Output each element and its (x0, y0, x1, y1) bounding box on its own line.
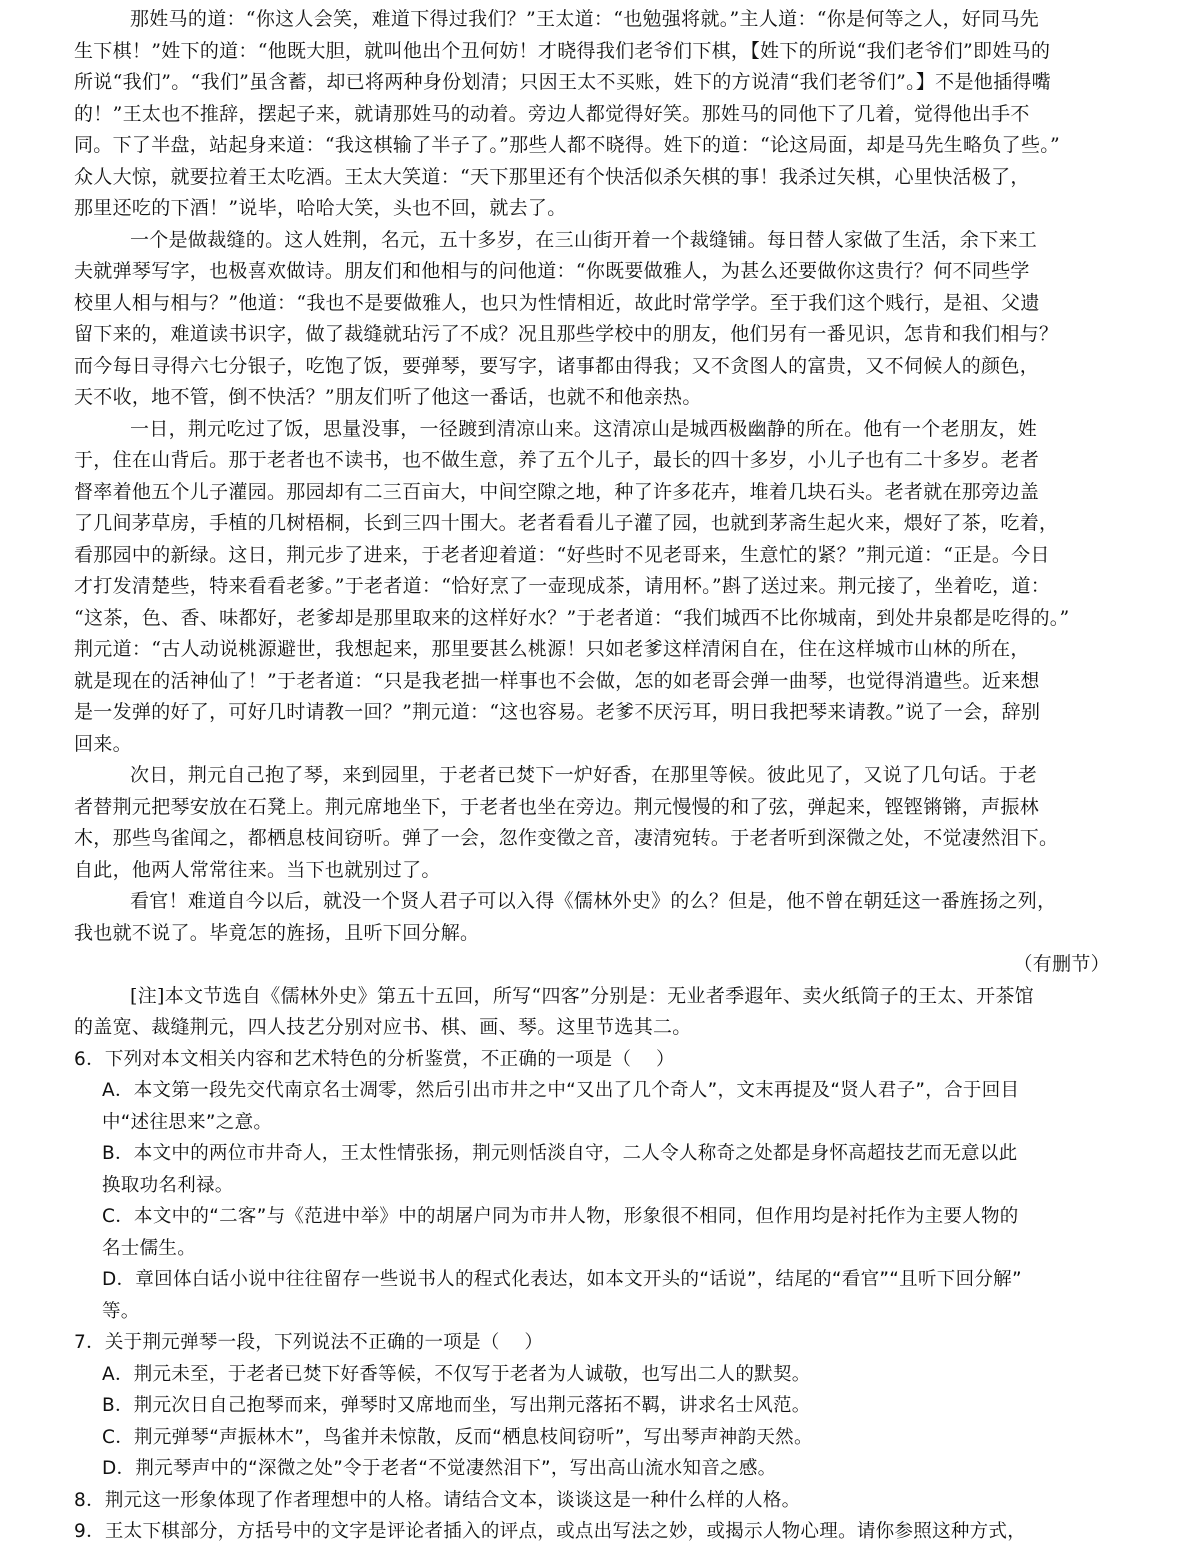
option-c: C．本文中的“二客”与《范进中举》中的胡屠户同为市井人物，形象很不相同，但作用均是衬托作为主要人物的 (102, 1206, 1019, 1227)
text-line: 的盖宽、裁缝荆元，四人技艺分别对应书、棋、画、琴。这里节选其二。 (74, 1016, 692, 1038)
text-line: 而今每日寻得六七分银子，吃饱了饭，要弹琴，要写字，诸事都由得我；又不贪图人的富贵，又不伺候人的颜色， (74, 354, 1040, 377)
abridged-mark: （有删节） (1013, 953, 1110, 975)
text-line: 众人大惊，就要拉着王太吃酒。王太大笑道：“天下那里还有个快活似杀矢棋的事！我杀过矢棋，心里快活极了， (74, 165, 1030, 188)
option-a-cont: 中“述往思来”之意。 (102, 1111, 273, 1133)
question-stem: 7．关于荆元弹琴一段，下列说法不正确的一项是（ ） (74, 1332, 544, 1353)
text-line: 自此，他两人常常往来。当下也就别过了。 (74, 858, 441, 881)
text-line: 回来。 (74, 732, 132, 755)
option-b: B．荆元次日自己抱琴而来，弹琴时又席地而坐，写出荆元落拓不羁，讲求名士风范。 (102, 1395, 811, 1416)
text-line: 那姓马的道：“你这人会笑，难道下得过我们？”王太道：“也勉强将就。”主人道：“你是何等之人，好同马先 (130, 8, 1040, 30)
text-line: [注]本文节选自《儒林外史》第五十五回，所写“四客”分别是：无业者季遐年、卖火纸筒子的王太、开茶馆 (130, 984, 1034, 1007)
option-c-cont: 名士儒生。 (102, 1237, 197, 1259)
text-line: 我也就不说了。毕竟怎的旌扬，且听下回分解。 (74, 921, 480, 944)
text-line: 是一发弹的好了，可好几时请教一回？”荆元道：“这也容易。老爹不厌污耳，明日我把琴来请教。”说了一会，辞别 (74, 701, 1041, 723)
text-line: 一个是做裁缝的。这人姓荆，名元，五十多岁，在三山街开着一个裁缝铺。每日替人家做了生活，余下来工 (130, 228, 1038, 251)
text-line: 的！”王太也不推辞，摆起子来，就请那姓马的动着。旁边人都觉得好笑。那姓马的同他下了几着，觉得他出手不 (74, 102, 1030, 125)
question-8: 8．荆元这一形象体现了作者理想中的人格。请结合文本，谈谈这是一种什么样的人格。 (74, 1489, 801, 1511)
option-c: C．荆元弹琴“声振林木”，鸟雀并未惊散，反而“栖息枝间窃听”，写出琴声神韵天然。 (102, 1426, 813, 1448)
option-a: A．本文第一段先交代南京名士凋零，然后引出市井之中“又出了几个奇人”，文末再提及“贤人君子”，合于回目 (102, 1080, 1020, 1101)
question-9: 9．王太下棋部分，方括号中的文字是评论者插入的评点，或点出写法之妙，或揭示人物心理。请你参照这种方式， (74, 1521, 1027, 1542)
text-line: 夫就弹琴写字，也极喜欢做诗。朋友们和他相与的问他道：“你既要做雅人，为甚么还要做你这贵行？何不同些学 (74, 260, 1030, 282)
question-stem: 6．下列对本文相关内容和艺术特色的分析鉴赏，不正确的一项是（ ） (74, 1048, 675, 1070)
text-line: 于，住在山背后。那于老者也不读书，也不做生意，养了五个儿子，最长的四十多岁，小儿子也有二十多岁。老者 (74, 449, 1040, 471)
text-line: 才打发清楚些，特来看看老爹。”于老者道：“恰好烹了一壶现成茶，请用杯。”斟了送过来。荆元接了，坐着吃，道： (74, 575, 1051, 597)
passage-paragraph-5 (74, 886, 1120, 949)
passage-paragraph-2 (74, 225, 1120, 414)
exam-page (74, 4, 1120, 1548)
option-b-cont: 换取功名利禄。 (102, 1174, 234, 1196)
text-line: 同。下了半盘，站起身来道：“我这棋输了半子了。”那些人都不晓得。姓下的道：“论这局面，却是马先生略负了些。” (74, 134, 1061, 156)
passage-paragraph-1 (74, 4, 1120, 225)
option-d-cont: 等。 (102, 1300, 140, 1322)
text-line: 一日，荆元吃过了饭，思量没事，一径踱到清凉山来。这清凉山是城西极幽静的所在。他有一个老朋友，姓 (130, 417, 1038, 440)
text-line: 者替荆元把琴安放在石凳上。荆元席地坐下，于老者也坐在旁边。荆元慢慢的和了弦，弹起来，铿铿锵锵，声振林 (74, 795, 1040, 818)
text-line: 次日，荆元自己抱了琴，来到园里，于老者已焚下一炉好香，在那里等候。彼此见了，又说了几句话。于老 (130, 764, 1038, 786)
question-7 (74, 1327, 1120, 1485)
option-d: D．荆元琴声中的“深微之处”令于老者“不觉凄然泪下”，写出高山流水知音之感。 (102, 1458, 777, 1479)
option-d: D．章回体白话小说中往往留存一些说书人的程式化表达，如本文开头的“话说”，结尾的“看官”“且听下回分解” (102, 1269, 1022, 1290)
text-line: 所说“我们”。“我们”虽含蓄，却已将两种身份划清；只因王太不买账，姓下的方说清“我们老爷们”。】不是他插得嘴 (74, 71, 1051, 93)
text-line: 天不收，地不管，倒不快活？”朋友们听了他这一番话，也就不和他亲热。 (74, 386, 702, 408)
text-line: 荆元道：“古人动说桃源避世，我想起来，那里要甚么桃源！只如老爹这样清闲自在，住在这样城市山林的所在， (74, 638, 1030, 660)
question-6 (74, 1044, 1120, 1328)
text-line: 那里还吃的下酒！”说毕，哈哈大笑，头也不回，就去了。 (74, 197, 567, 219)
text-line: 就是现在的活神仙了！”于老者道：“只是我老拙一样事也不会做，怎的如老哥会弹一曲琴，也觉得消遣些。近来想 (74, 669, 1040, 692)
text-line: 木，那些鸟雀闻之，都栖息枝间窃听。弹了一会，忽作变徵之音，凄清宛转。于老者听到深微之处，不觉凄然泪下。 (74, 827, 1059, 849)
option-a: A．荆元未至，于老者已焚下好香等候，不仅写于老者为人诚敬，也写出二人的默契。 (102, 1363, 811, 1385)
source-note (74, 981, 1120, 1044)
text-line: 看官！难道自今以后，就没一个贤人君子可以入得《儒林外史》的么？但是，他不曾在朝廷这一番旌扬之列， (130, 890, 1057, 912)
text-line: 生下棋！”姓下的道：“他既大胆，就叫他出个丑何妨！才晓得我们老爷们下棋，【姓下的所说“我们老爷们”即姓马的 (74, 39, 1051, 62)
option-b: B．本文中的两位市井奇人，王太性情张扬，荆元则恬淡自守，二人令人称奇之处都是身怀高超技艺而无意以此 (102, 1143, 1018, 1164)
text-line: 校里人相与相与？”他道：“我也不是要做雅人，也只为性情相近，故此时常学学。至于我们这个贱行，是祖、父遗 (74, 291, 1040, 314)
passage-paragraph-3 (74, 414, 1120, 761)
text-line: 了几间茅草房，手植的几树梧桐，长到三四十围大。老者看看儿子灌了园，也就到茅斋生起火来，煨好了茶，吃着， (74, 512, 1059, 534)
text-line: 留下来的，难道读书识字，做了裁缝就玷污了不成？况且那些学校中的朋友，他们另有一番见识，怎肯和我们相与？ (74, 323, 1059, 345)
text-line: 督率着他五个儿子灌园。那园却有二三百亩大，中间空隙之地，种了许多花卉，堆着几块石头。老者就在那旁边盖 (74, 480, 1040, 503)
text-line: 看那园中的新绿。这日，荆元步了进来，于老者迎着道：“好些时不见老哥来，生意忙的紧？”荆元道：“正是。今日 (74, 543, 1050, 566)
passage-paragraph-4 (74, 760, 1120, 886)
text-line: “这茶，色、香、味都好，老爹却是那里取来的这样好水？”于老者道：“我们城西不比你城南，到处井泉都是吃得的。” (74, 606, 1070, 629)
